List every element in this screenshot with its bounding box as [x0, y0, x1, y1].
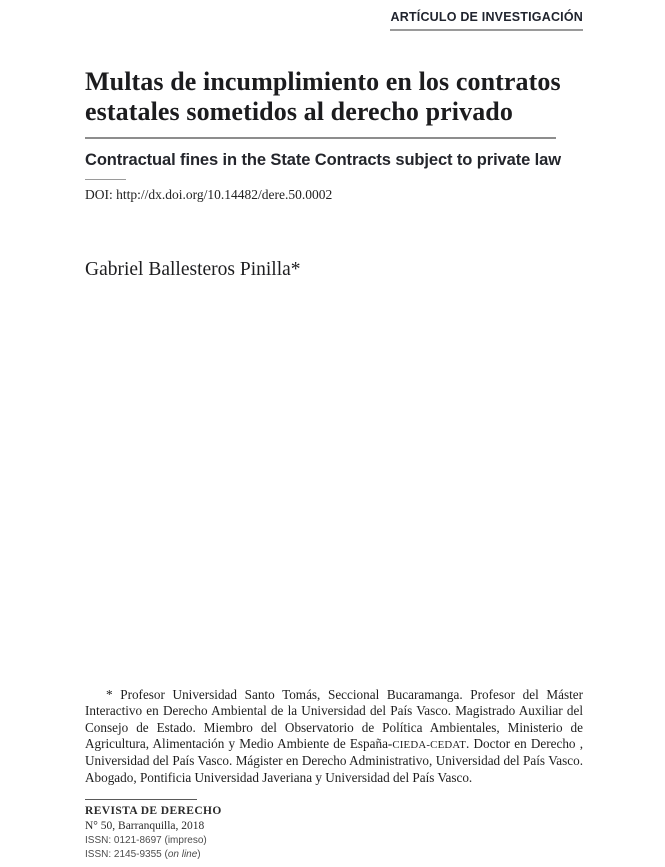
- subtitle-divider-rule: [85, 179, 126, 180]
- author-line: [85, 259, 583, 281]
- author-footnote-marker: *: [290, 259, 301, 280]
- issn-online-suffix: ): [197, 849, 201, 860]
- article-type-row: [85, 8, 583, 31]
- article-type-badge: ARTÍCULO DE INVESTIGACIÓN: [390, 10, 583, 31]
- issn-online-italic: on line: [167, 849, 198, 860]
- title-divider-rule: [85, 137, 556, 139]
- journal-name: REVISTA DE DERECHO: [85, 805, 222, 817]
- author-name: Gabriel Ballesteros Pinilla: [85, 259, 291, 280]
- author-footnote: [85, 687, 583, 786]
- issn-print-line: ISSN: 0121-8697 (impreso): [85, 835, 207, 846]
- issn-online-prefix: ISSN: 2145-9355 (: [85, 849, 168, 860]
- journal-issue-line: N° 50, Barranquilla, 2018: [85, 820, 205, 832]
- footnote-smallcaps-acronyms: CIEDA-CEDAT: [392, 738, 467, 751]
- doi-link[interactable]: DOI: http://dx.doi.org/10.14482/dere.50.0002: [85, 187, 333, 202]
- article-title-spanish: Multas de incumplimiento en los contratos estatales sometidos al derecho privado: [85, 67, 561, 126]
- footnote-text-part2: . Doctor en Derecho , Universidad del País Vasco. Mágister en Derecho Administrativo, Universidad del País Vasco. Abogado, Pontificia Universidad Javeriana y Universidad del País Vasco.: [85, 735, 583, 785]
- page-bottom-block: [85, 674, 583, 860]
- footer-divider-rule: [85, 799, 197, 800]
- footnote-text-part1: * Profesor Universidad Santo Tomás, Seccional Bucaramanga. Profesor del Máster Interactivo en Derecho Ambiental de la Universidad del País Vasco. Magistrado Auxiliar del Consejo de Estado. Miembro del Observatorio de Política Ambientales, Ministerio de Agricultura, Alimentación y Medio Ambiente de España-: [85, 687, 583, 751]
- article-title-english: Contractual fines in the State Contracts subject to private law: [85, 151, 561, 169]
- issn-online-line: [85, 849, 583, 860]
